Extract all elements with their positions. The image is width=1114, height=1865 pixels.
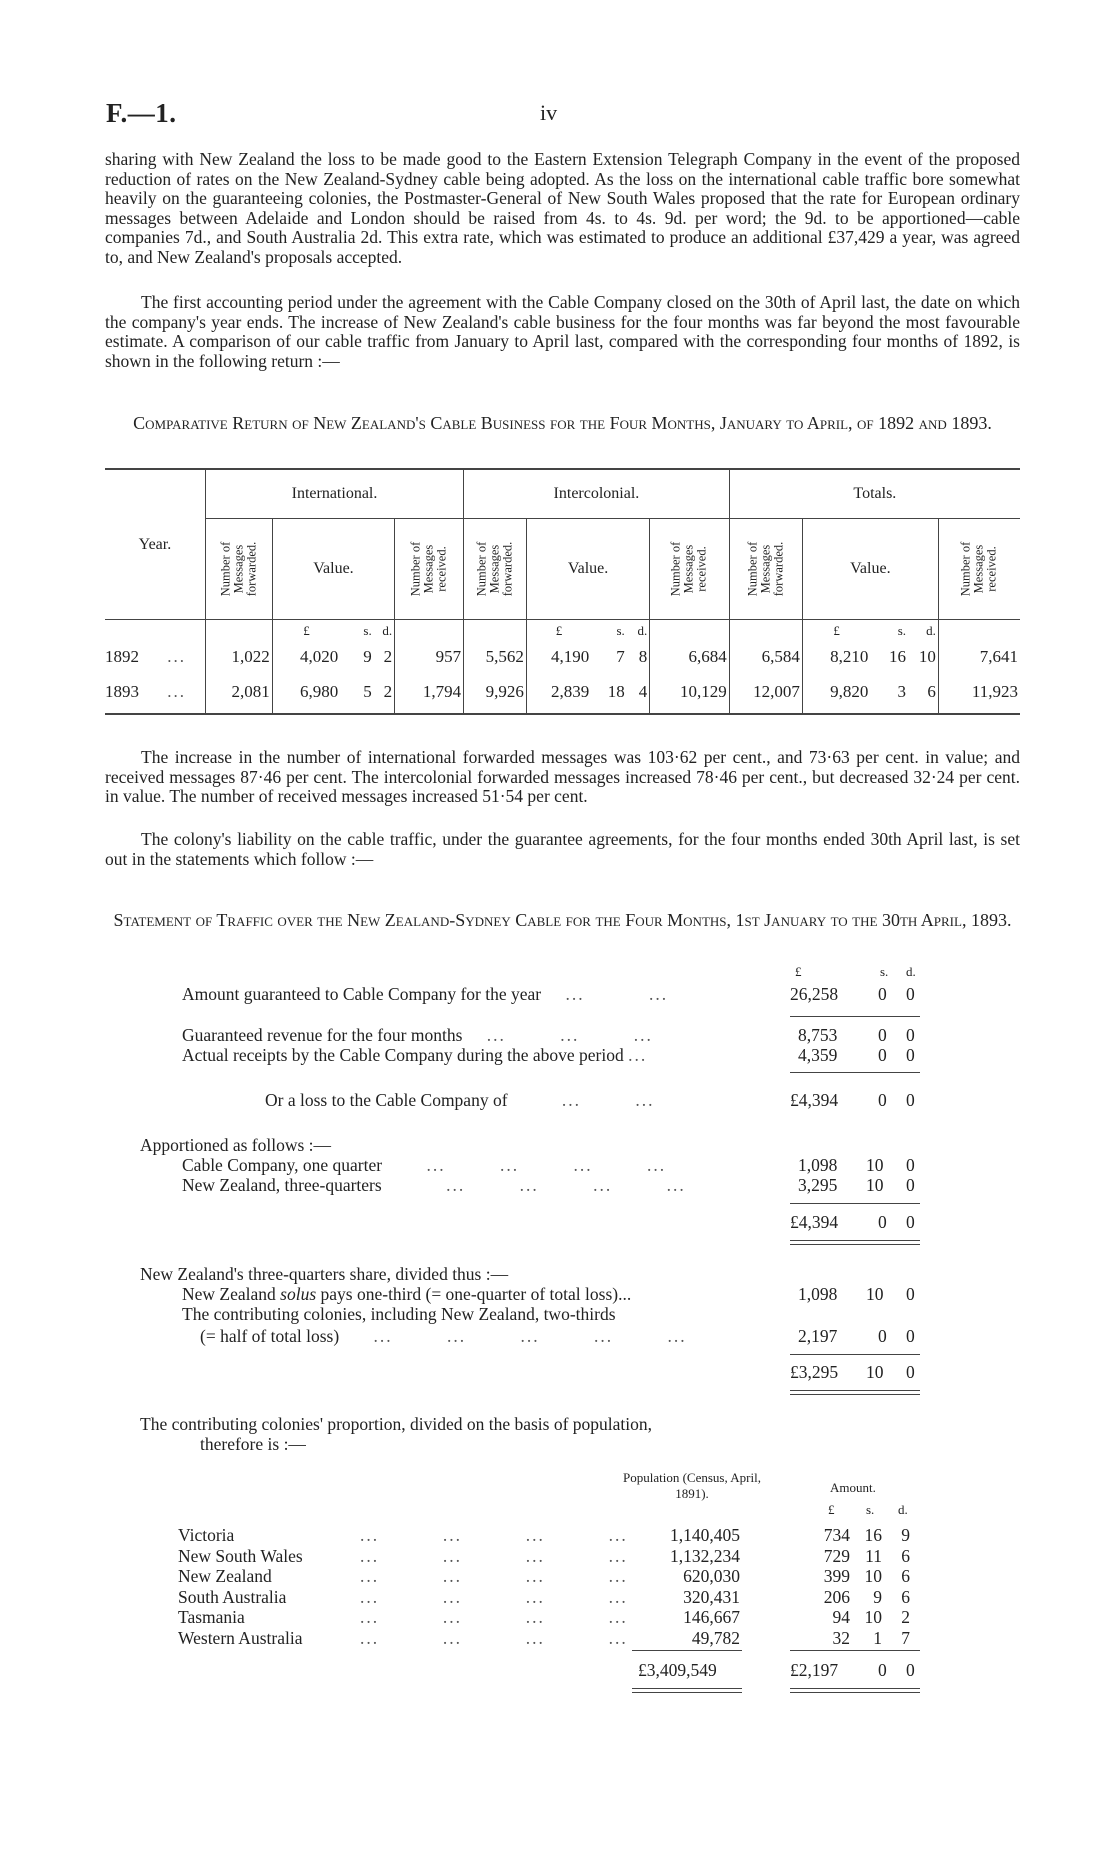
colony-amount-s: 1 [873,1627,882,1648]
colony-amount-l: 399 [823,1566,850,1586]
loss-label: Or a loss to the Cable Company of ... ... [265,1090,655,1110]
colony-name: South Australia [178,1586,287,1607]
colony-amount-s: 11 [865,1545,882,1566]
colony-name: New South Wales [178,1545,303,1566]
proportion-line-2: therefore is :— [200,1434,306,1454]
colony-amount-d: 6 [901,1566,910,1586]
guaranteed-year-label: Amount guaranteed to Cable Company for the year ... ... [182,984,669,1004]
page-number: iv [540,100,558,125]
document-page: F.—1. iv sharing with New Zealand the loss to be made good to the Eastern Extension Telegraph Company in the event of the proposed reduction of rates on the New Zealand-Sydney cable being adopted. As the loss on the international cable traffic bore somewhat heavily on the guaranteeing colonies, the Postmaster-General of New South Wales proposed that the rate for European ordinary messages between Adelaide and London should be raised from 4s. to 4s. 9d. per word; the 9d. to be apportioned—cable companies 7d., and South Australia 2d. This extra rate, which was estimated to produce an additional £37,429 a year, was agreed to, and New Zealand's proposals accepted. The first accounting period under the agreement with the Cable Company closed on the 30th of April last, the date on which the company's year ends. The increase of New Zealand's cable business for the four months was far beyond the most favourable estimate. A comparison of our cable traffic from January to April last, compared with the corresponding four months of 1892, is shown in the following return :— Comparative Return of New Zealand's Cable Business for the Four Months, January to April, of 1892 and 1893. Year. International. Intercolonial. Totals. Number of Messages forwarded. Value. Number of Messages received. Number of Messages forwarded. Value. Number of Messages received. Number of Messages forwarded. Value. Number of Messages received. £ s. d. £ s. d. £ s. d. 1892 ... 1,022 4,020 9 2 957 5,562 4,190 7 8 6,684 6,584 8,210 16 10 7,641 1893 ... 2,081 6,980 5 2 1,794 9,926 2,839 18 4 10,129 12,007 9,820 3 6 11,923 The increase in the number of international forwarded messages was 103·62 per cent., and 73·63 per cent. in value; and received messages 87·46 per cent. The intercolonial forwarded messages increased 78·46 per cent., but decreased 32·24 per cent. in value. The number of received messages increased 51·54 per cent. The colony's liability on the cable traffic, under the guarantee agreements, for the four months ended 30th April last, is set out in the statements which follow :— Statement of Traffic over the New Zealand-Sydney Cable for the Four Months, 1st January to the 30th April, 1893. £ s. d. Amount guaranteed to Cable Company for the year ... ... 26,258 0 0 Guaranteed revenue for the four months ... ... ... 8,753 0 0 Actual receipts by the Cable Company during the above period ... 4,359 0 0 Or a loss to the Cable Company of ... ... £4,394 0 0 Apportioned as follows :— Cable Company, one quarter ... ... ... ... 1,098 10 0 New Zealand, three-quarters ... ... ... ... 3,295 10 0 £4,394 0 0 New Zealand's three-quarters share, divided thus :— New Zealand solus pays one-third (= one-quarter of total loss)... 1,098 10 0 The contributing colonies, including New Zealand, two-thirds (= half of total loss) ... ... ... ... ... 2,197 0 0 £3,295 10 0 The contributing colonies' proportion, divided on the basis of population, therefore is :— Population (Census, April, 1891). Amount. £ s. d. Victoria ... ... ... ... 1,140,405 734 16 9 New South Wales ... ... ... ... 1,132,234 729 11 6 New Zealand ... ... ... ... 620,030 399 10 6 South Australia ... ... ... ... 320,431 206 9 6 Tasmania ... ... ... ... 146,667 94 10 2 Western Australia ... ... ... ... 49,782 32 1 7 £3,409,549 £2,197 0 0 [0,0,1114,1865]
leader-dots: ... ... ... ... [360,1586,628,1607]
comparative-table: Year. International. Intercolonial. Totals. Number of Messages forwarded. Value. Number of Messages received. Number of Messages forwarded. Value. Number of Messages received. Number of Messages forwarded. Value. Number of Messages received. £ s. d. £ s. d. £ s. d. 1892 ... 1,022 4,020 9 2 957 5,562 4,190 7 8 6,684 6,584 8,210 16 10 7,641 1893 ... 2,081 6,980 5 2 1,794 9,926 2,839 18 4 10,129 12,007 9,820 3 6 11,923 [105,468,1020,715]
nz-solus-line: New Zealand solus pays one-third (= one-quarter of total loss)... [182,1284,632,1304]
colony-amount-l: 206 [823,1586,850,1607]
leader-dots: ... ... ... ... [360,1566,628,1586]
intro-paragraph-2: The first accounting period under the agreement with the Cable Company closed on the 30th of April last, the date on which the company's year ends. The increase of New Zealand's cable business for the four months was far beyond the most favourable estimate. A comparison of our cable traffic from January to April last, compared with the corresponding four months of 1892, is shown in the following return :— [105,292,1020,371]
group-totals: Totals. [729,469,1020,519]
colony-amount-l: 94 [832,1607,850,1627]
t-value-header: Value. [802,519,938,620]
t-forwarded-header: Number of Messages forwarded. [729,519,802,620]
int-value-header: Value. [272,519,394,620]
colony-name: Victoria [178,1525,235,1545]
apportioned-heading: Apportioned as follows :— [140,1135,332,1155]
middle-paragraph-2: The colony's liability on the cable traffic, under the guarantee agreements, for the four months ended 30th April last, is set out in the statements which follow :— [105,829,1020,869]
contrib-line-2: (= half of total loss) ... ... ... ... ... [200,1326,687,1346]
ic-forwarded-header: Number of Messages forwarded. [464,519,527,620]
colony-amount-s: 10 [864,1566,882,1586]
actual-receipts-label: Actual receipts by the Cable Company during the above period ... [182,1045,648,1065]
share-heading: New Zealand's three-quarters share, divided thus :— [140,1264,509,1284]
int-received-header: Number of Messages received. [395,519,464,620]
amount-header: Amount. [830,1480,876,1495]
year-header: Year. [138,535,172,553]
int-forwarded-header: Number of Messages forwarded. [205,519,272,620]
colony-name: Western Australia [178,1627,303,1648]
colony-amount-s: 9 [873,1586,882,1607]
amount-total-l: £2,197 [790,1660,839,1680]
statement-title: Statement of Traffic over the New Zealand-Sydney Cable for the Four Months, 1st January to the 30th April, 1893. [113,910,1012,930]
colony-population: 620,030 [683,1566,740,1586]
ic-received-header: Number of Messages received. [650,519,729,620]
cable-quarter-label: Cable Company, one quarter ... ... ... ... [182,1155,667,1175]
amount-total-s: 0 [878,1660,887,1680]
group-international: International. [205,469,463,519]
amount-total-d: 0 [906,1660,915,1680]
middle-paragraph-1: The increase in the number of international forwarded messages was 103·62 per cent., and 73·63 per cent. in value; and received messages 87·46 per cent. The intercolonial forwarded messages increased 78·46 per cent., but decreased 32·24 per cent. in value. The number of received messages increased 51·54 per cent. [105,747,1020,806]
colony-name: New Zealand [178,1566,272,1586]
colony-amount-l: 729 [823,1545,850,1566]
colony-amount-s: 10 [864,1607,882,1627]
guaranteed-four-label: Guaranteed revenue for the four months ... ... ... [182,1025,653,1045]
colony-population: 146,667 [683,1607,740,1627]
colony-amount-d: 7 [901,1627,910,1648]
table-row: 1892 ... 1,022 4,020 9 2 957 5,562 4,190 7 8 6,684 6,584 8,210 16 10 7,641 [105,642,1020,672]
leader-dots: ... ... ... ... [360,1607,628,1627]
colony-amount-l: 734 [823,1525,850,1545]
group-intercolonial: Intercolonial. [464,469,730,519]
comparative-return-title: Comparative Return of New Zealand's Cable Business for the Four Months, January to April, of 1892 and 1893. [133,413,992,433]
population-header: Population (Census, April, 1891). [623,1470,761,1501]
contrib-line-1: The contributing colonies, including New Zealand, two-thirds [182,1304,616,1324]
nz-three-quarters-label: New Zealand, three-quarters ... ... ... ... [182,1175,686,1195]
colony-population: 320,431 [683,1586,740,1607]
colony-name: Tasmania [178,1607,245,1627]
population-total: £3,409,549 [638,1660,717,1680]
leader-dots: ... ... ... ... [360,1545,628,1566]
colony-population: 1,132,234 [670,1545,740,1566]
intro-paragraph-1: sharing with New Zealand the loss to be made good to the Eastern Extension Telegraph Company in the event of the proposed reduction of rates on the New Zealand-Sydney cable being adopted. As the loss on the international cable traffic bore somewhat heavily on the guaranteeing colonies, the Postmaster-General of New South Wales proposed that the rate for European ordinary messages between Adelaide and London should be raised from 4s. to 4s. 9d. per word; the 9d. to be apportioned—cable companies 7d., and South Australia 2d. This extra rate, which was estimated to produce an additional £37,429 a year, was agreed to, and New Zealand's proposals accepted. [105,149,1020,267]
colony-amount-d: 6 [901,1545,910,1566]
colony-amount-d: 6 [901,1586,910,1607]
t-received-header: Number of Messages received. [938,519,1020,620]
leader-dots: ... ... ... ... [360,1525,628,1545]
colony-amount-d: 2 [901,1607,910,1627]
page-code: F.—1. [106,98,177,128]
proportion-line-1: The contributing colonies' proportion, divided on the basis of population, [140,1414,653,1434]
colony-amount-l: 32 [832,1627,850,1648]
colony-population: 1,140,405 [670,1525,740,1545]
leader-dots: ... ... ... ... [360,1627,628,1648]
colony-amount-d: 9 [901,1525,910,1545]
table-row: 1893 ... 2,081 6,980 5 2 1,794 9,926 2,839 18 4 10,129 12,007 9,820 3 6 11,923 [105,672,1020,714]
ic-value-header: Value. [526,519,649,620]
colony-population: 49,782 [691,1627,740,1648]
colony-amount-s: 16 [864,1525,882,1545]
